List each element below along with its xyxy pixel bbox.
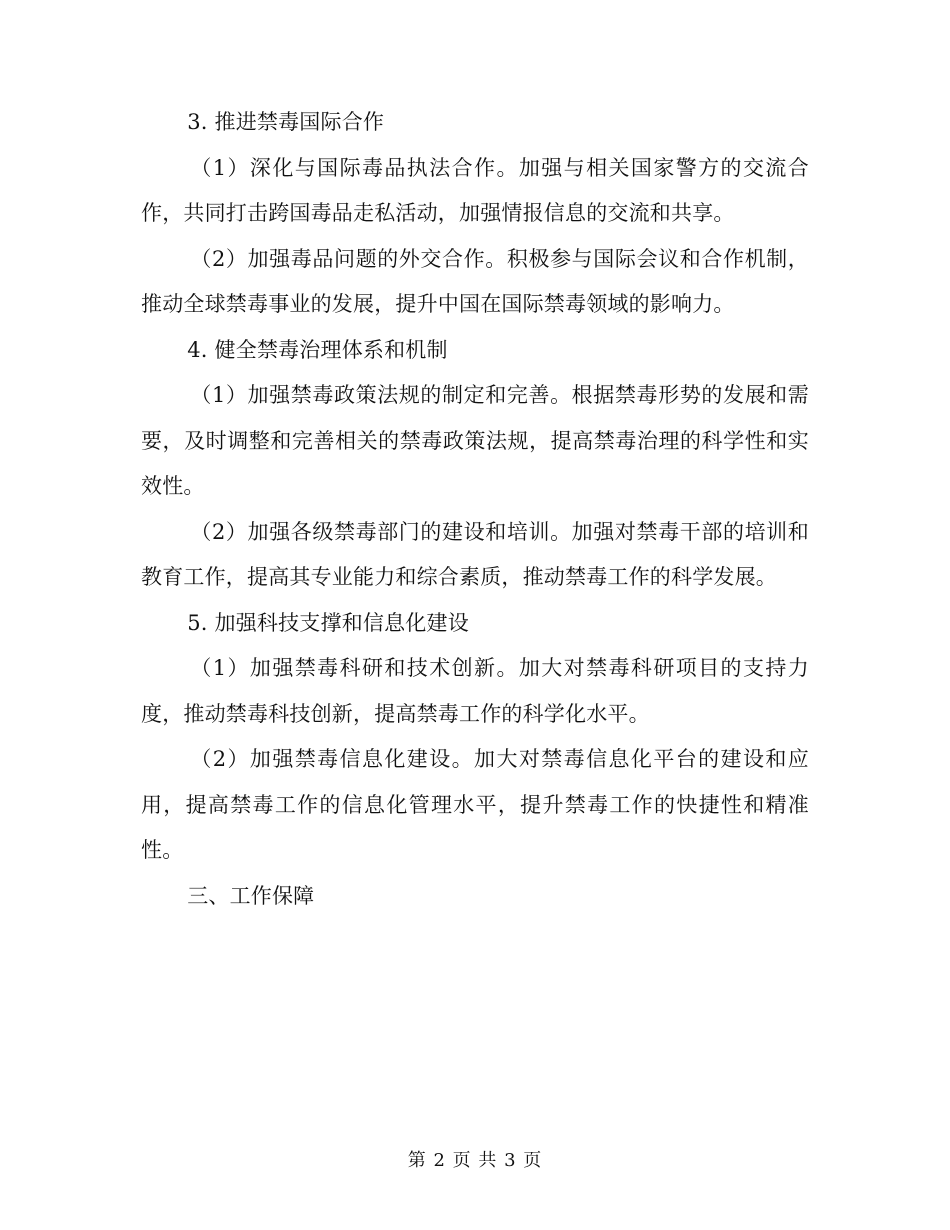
document-body — [141, 100, 809, 919]
section-heading: 3. 推进禁毒国际合作 — [187, 110, 385, 134]
paragraph: （2）加强毒品问题的外交合作。积极参与国际会议和合作机制，推动全球禁毒事业的发展，提升中国在国际禁毒领域的影响力。 — [141, 246, 809, 316]
section-heading: 4. 健全禁毒治理体系和机制 — [187, 337, 448, 362]
paragraph: （1）深化与国际毒品执法合作。加强与相关国家警方的交流合作，共同打击跨国毒品走私活动，加强情报信息的交流和共享。 — [141, 155, 809, 225]
paragraph: （1）加强禁毒科研和技术创新。加大对禁毒科研项目的支持力度，推动禁毒科技创新，提高禁毒工作的科学化水平。 — [141, 656, 809, 726]
paragraph: （2）加强各级禁毒部门的建设和培训。加强对禁毒干部的培训和教育工作，提高其专业能力和综合素质，推动禁毒工作的科学发展。 — [141, 519, 809, 589]
section-heading: 三、工作保障 — [187, 883, 315, 908]
paragraph: （2）加强禁毒信息化建设。加大对禁毒信息化平台的建设和应用，提高禁毒工作的信息化管理水平，提升禁毒工作的快捷性和精准性。 — [141, 747, 809, 862]
paragraph: （1）加强禁毒政策法规的制定和完善。根据禁毒形势的发展和需要，及时调整和完善相关的禁毒政策法规，提高禁毒治理的科学性和实效性。 — [141, 383, 809, 498]
section-heading: 5. 加强科技支撑和信息化建设 — [187, 610, 469, 635]
page-number-footer: 第 2 页 共 3 页 — [407, 1150, 543, 1171]
